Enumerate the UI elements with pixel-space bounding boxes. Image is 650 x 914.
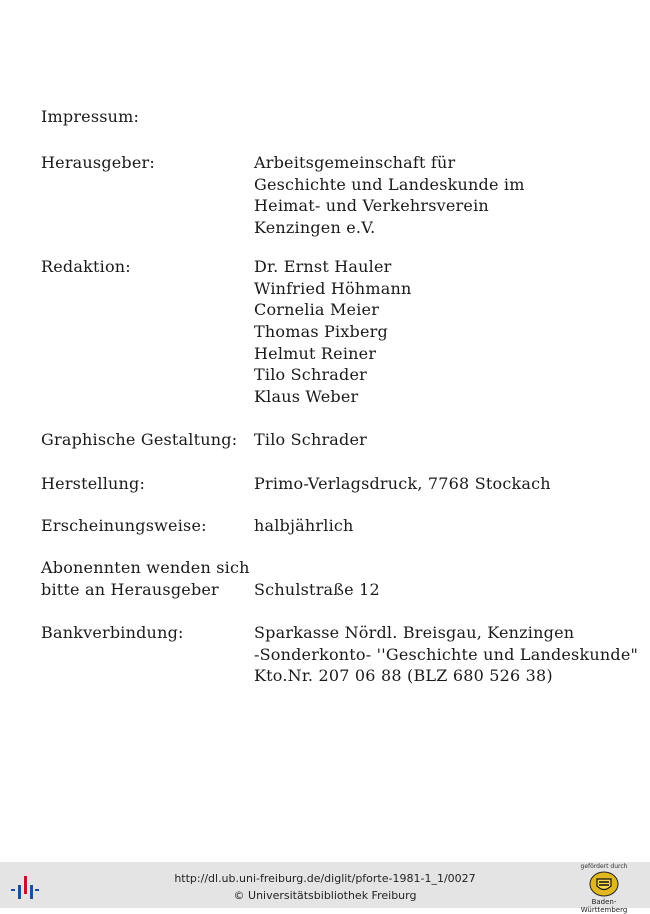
value-line: Schulstraße 12 [254, 579, 380, 599]
entry-value [254, 256, 411, 408]
value-line: Cornelia Meier [254, 300, 380, 320]
value-line: Tilo Schrader [254, 365, 367, 385]
value-line: Kenzingen e.V. [254, 218, 376, 238]
value-line: Dr. Ernst Hauler [254, 257, 392, 276]
entry-label [41, 622, 253, 644]
label-line: Redaktion: [41, 257, 131, 276]
label-line: bitte an Herausgeber [41, 579, 219, 599]
value-line: Primo-Verlagsdruck, 7768 Stockach [254, 474, 551, 493]
value-line: Helmut Reiner [254, 343, 377, 363]
label-line: Abonennten wenden sich [41, 558, 250, 577]
entry-value [254, 152, 525, 239]
library-logo-icon [10, 870, 40, 900]
value-line: Kto.Nr. 207 06 88 (BLZ 680 526 38) [254, 666, 553, 686]
value-line: Sparkasse Nördl. Breisgau, Kenzingen [254, 623, 575, 642]
copyright-notice: © Universitätsbibliothek Freiburg [233, 889, 417, 902]
entry-label [41, 152, 253, 174]
sponsor-logo [570, 862, 638, 914]
entry-value [254, 429, 367, 451]
label-line: Bankverbindung: [41, 623, 184, 642]
value-line: halbjährlich [254, 516, 354, 535]
page-heading: Impressum: [41, 107, 140, 126]
permalink-url[interactable]: http://dl.ub.uni-freiburg.de/diglit/pforte-1981-1_1/0027 [174, 872, 476, 885]
label-line: Herausgeber: [41, 153, 155, 172]
label-line: Erscheinungsweise: [41, 516, 207, 535]
entry-value [254, 515, 354, 537]
entry-label [41, 256, 253, 278]
sponsor-caption: gefördert durch [580, 863, 628, 870]
value-line [254, 557, 380, 579]
value-line: Geschichte und Landeskunde im [254, 174, 525, 194]
entry-value [254, 557, 380, 600]
value-line: Heimat- und Verkehrsverein [254, 196, 489, 216]
entry-value [254, 622, 638, 687]
baden-wuerttemberg-seal-icon [589, 871, 619, 897]
entry-label [41, 557, 253, 600]
entry-label [41, 473, 253, 495]
entry-label [41, 429, 253, 451]
value-line: Tilo Schrader [254, 430, 367, 449]
footer-bar [0, 862, 650, 908]
sponsor-name: Baden-Württemberg [580, 898, 628, 914]
label-line: Herstellung: [41, 474, 146, 493]
value-line: Klaus Weber [254, 387, 359, 407]
value-line: Arbeitsgemeinschaft für [254, 153, 456, 172]
value-line: Winfried Höhmann [254, 278, 412, 298]
label-line: Graphische Gestaltung: [41, 430, 238, 449]
value-line: -Sonderkonto- ''Geschichte und Landeskunde" [254, 644, 639, 664]
entry-value [254, 473, 551, 495]
entry-label [41, 515, 253, 537]
value-line: Thomas Pixberg [254, 322, 388, 342]
